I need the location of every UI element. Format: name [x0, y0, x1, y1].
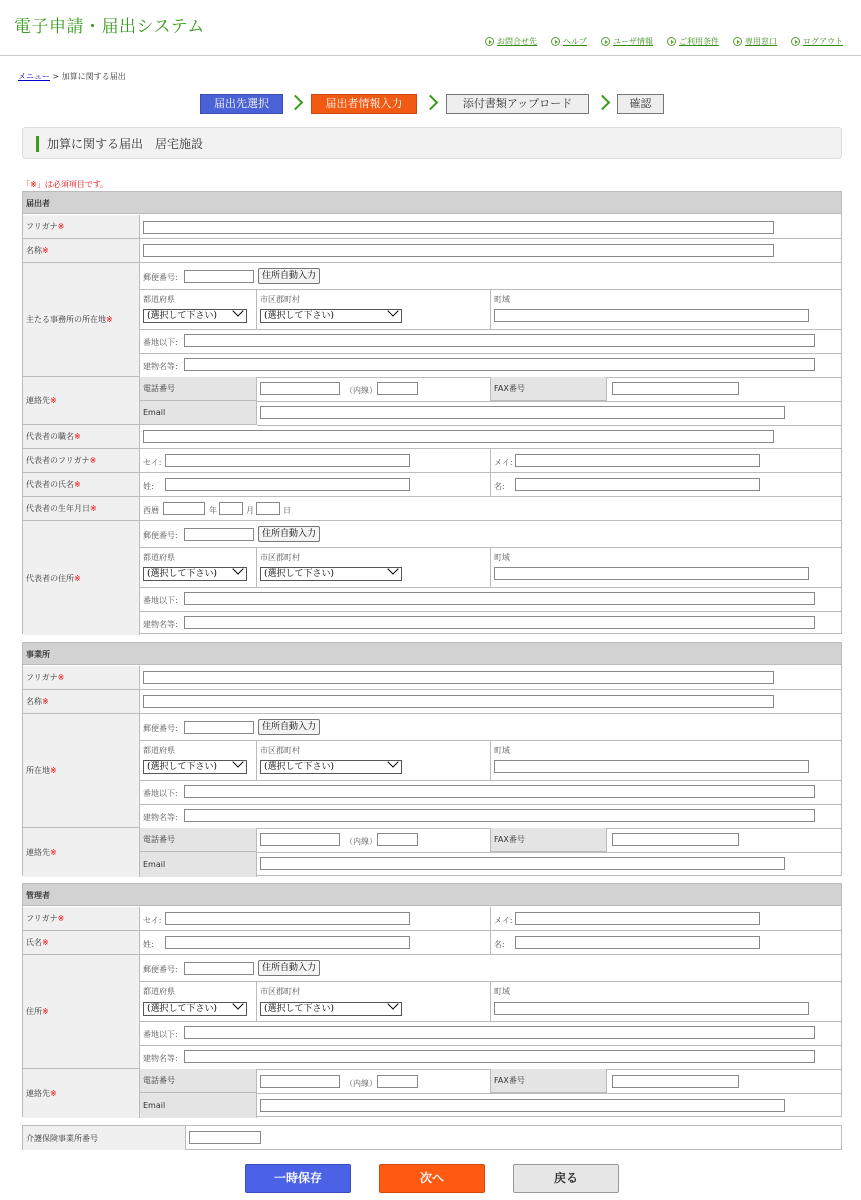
field-label: 主たる事務所の所在地 ※: [23, 263, 140, 377]
link-help[interactable]: ヘルプ: [551, 36, 587, 47]
link-user-info[interactable]: ユーザ情報: [601, 36, 653, 47]
city-select[interactable]: (選択して下さい): [260, 567, 402, 581]
phone-input[interactable]: [260, 1075, 340, 1088]
field-label: 名称 ※: [23, 239, 140, 263]
field-label: 代表者の住所 ※: [23, 521, 140, 635]
zip-input[interactable]: [184, 528, 254, 541]
office-furigana-input[interactable]: [143, 671, 774, 684]
office-name-input[interactable]: [143, 695, 774, 708]
page-title: 加算に関する届出 居宅施設: [47, 137, 204, 151]
arrow-circle-icon: [733, 37, 742, 46]
top-links: [485, 36, 843, 47]
chevron-down-icon: [232, 309, 244, 319]
building-input[interactable]: [184, 809, 815, 822]
chevron-down-icon: [232, 1002, 244, 1012]
prefecture-select[interactable]: (選択して下さい): [143, 309, 247, 323]
field-label: フリガナ ※: [23, 666, 140, 690]
manager-mei-kana-input[interactable]: [515, 912, 760, 925]
town-input[interactable]: [494, 309, 809, 322]
rep-sei-kana-input[interactable]: [165, 454, 410, 467]
section-header: 届出者: [23, 192, 841, 214]
town-input[interactable]: [494, 760, 809, 773]
banchi-input[interactable]: [184, 592, 815, 605]
zip-autofill-button[interactable]: 住所自動入力: [258, 719, 320, 735]
email-input[interactable]: [260, 1099, 785, 1112]
fax-input[interactable]: [612, 1075, 739, 1088]
city-select[interactable]: (選択して下さい): [260, 760, 402, 774]
field-label: 住所 ※: [23, 955, 140, 1069]
field-label: 代表者の職名 ※: [23, 425, 140, 449]
fax-input[interactable]: [612, 833, 739, 846]
manager-mei-input[interactable]: [515, 936, 760, 949]
chevron-down-icon: [387, 1002, 399, 1012]
zip-autofill-button[interactable]: 住所自動入力: [258, 526, 320, 542]
manager-sei-kana-input[interactable]: [165, 912, 410, 925]
zip-autofill-button[interactable]: 住所自動入力: [258, 268, 320, 284]
rep-sei-input[interactable]: [165, 478, 410, 491]
step-confirm: 確認: [617, 94, 664, 114]
chevron-down-icon: [387, 760, 399, 770]
app-logo: 電子申請・届出システム: [14, 17, 205, 37]
breadcrumb-menu-link[interactable]: メニュー: [18, 72, 50, 81]
email-input[interactable]: [260, 406, 785, 419]
birth-day-input[interactable]: [256, 502, 280, 515]
step-attachments: 添付書類アップロード: [446, 94, 589, 114]
link-contact[interactable]: お問合せ先: [485, 36, 537, 47]
arrow-circle-icon: [485, 37, 494, 46]
town-input[interactable]: [494, 1002, 809, 1015]
chevron-down-icon: [232, 567, 244, 577]
step-destination: 届出先選択: [200, 94, 283, 114]
link-terms[interactable]: ご利用条件: [667, 36, 719, 47]
field-label: 所在地 ※: [23, 714, 140, 828]
applicant-section: 届出者 フリガナ ※ 名称 ※ 主たる事務所の所在地 ※ 郵便番号: 住所自動入力 都道府県 市区郡町村 町域 (選択して下さい) (選択して下さい) 番地以下: 建物名等: 連絡先 ※ 電話番号 Email FAX番号 （内線） 代表者の職名 ※ 代表者のフリガナ ※ セイ: メイ: 代表者の氏名 ※ 姓: 名: 代表者の生年月日 ※ 西暦 年 月 日 代表者の住所 ※ 郵便番号: 住所自動入力 都道府県 市区郡町村 町域 (選択して下さい) (選択して下さい) 番地以下: 建物名等:: [22, 191, 842, 634]
field-label: 介護保険事業所番号: [23, 1126, 186, 1150]
page-title-box: [22, 127, 842, 159]
phone-input[interactable]: [260, 382, 340, 395]
field-label: フリガナ ※: [23, 215, 140, 239]
applicant-name-input[interactable]: [143, 244, 774, 257]
phone-input[interactable]: [260, 833, 340, 846]
save-draft-button[interactable]: 一時保存: [245, 1164, 351, 1193]
link-logout[interactable]: ログアウト: [791, 36, 843, 47]
city-select[interactable]: (選択して下さい): [260, 309, 402, 323]
prefecture-select[interactable]: (選択して下さい): [143, 567, 247, 581]
chevron-down-icon: [387, 309, 399, 319]
building-input[interactable]: [184, 358, 815, 371]
chevron-down-icon: [387, 567, 399, 577]
field-label: 連絡先 ※: [23, 828, 140, 877]
link-window[interactable]: 専用窓口: [733, 36, 777, 47]
zip-input[interactable]: [184, 270, 254, 283]
building-input[interactable]: [184, 616, 815, 629]
section-header: 管理者: [23, 884, 841, 906]
phone-ext-input[interactable]: [377, 833, 418, 846]
manager-section: 管理者 フリガナ ※ セイ: メイ: 氏名 ※ 姓: 名: 住所 ※ 郵便番号: 住所自動入力 都道府県 市区郡町村 町域 (選択して下さい) (選択して下さい) 番地以下: 建物名等: 連絡先 ※ 電話番号 Email FAX番号 （内線）: [22, 883, 842, 1117]
field-label: 連絡先 ※: [23, 377, 140, 425]
required-note: 「※」は必須項目です。: [22, 180, 109, 189]
fax-input[interactable]: [612, 382, 739, 395]
birth-month-input[interactable]: [219, 502, 243, 515]
chevron-right-icon: [597, 96, 607, 110]
arrow-circle-icon: [601, 37, 610, 46]
breadcrumb-current: 加算に関する届出: [61, 72, 126, 81]
rep-mei-input[interactable]: [515, 478, 760, 491]
prefecture-select[interactable]: (選択して下さい): [143, 760, 247, 774]
next-button[interactable]: 次へ: [379, 1164, 485, 1193]
field-label: 名称 ※: [23, 690, 140, 714]
banchi-input[interactable]: [184, 785, 815, 798]
zip-input[interactable]: [184, 962, 254, 975]
header: [0, 0, 861, 56]
field-label: 代表者のフリガナ ※: [23, 449, 140, 473]
building-input[interactable]: [184, 1050, 815, 1063]
applicant-furigana-input[interactable]: [143, 221, 774, 234]
town-input[interactable]: [494, 567, 809, 580]
email-input[interactable]: [260, 857, 785, 870]
progress-steps: [0, 94, 861, 114]
rep-mei-kana-input[interactable]: [515, 454, 760, 467]
zip-autofill-button[interactable]: 住所自動入力: [258, 960, 320, 976]
city-select[interactable]: (選択して下さい): [260, 1002, 402, 1016]
arrow-circle-icon: [791, 37, 800, 46]
office-section: 事業所 フリガナ ※ 名称 ※ 所在地 ※ 郵便番号: 住所自動入力 都道府県 市区郡町村 町域 (選択して下さい) (選択して下さい) 番地以下: 建物名等: 連絡先 ※ 電話番号 Email FAX番号 （内線）: [22, 642, 842, 876]
phone-ext-input[interactable]: [377, 1075, 418, 1088]
field-label: 代表者の氏名 ※: [23, 473, 140, 497]
step-applicant-info: 届出者情報入力: [311, 94, 417, 114]
back-button[interactable]: 戻る: [513, 1164, 619, 1193]
arrow-circle-icon: [667, 37, 676, 46]
field-label: フリガナ ※: [23, 907, 140, 931]
section-header: 事業所: [23, 643, 841, 665]
prefecture-select[interactable]: (選択して下さい): [143, 1002, 247, 1016]
insurance-section: [22, 1125, 842, 1150]
phone-ext-input[interactable]: [377, 382, 418, 395]
field-label: 代表者の生年月日 ※: [23, 497, 140, 521]
rep-title-input[interactable]: [143, 430, 774, 443]
birth-year-input[interactable]: [163, 502, 205, 515]
chevron-right-icon: [290, 96, 300, 110]
chevron-down-icon: [232, 760, 244, 770]
field-label: 氏名 ※: [23, 931, 140, 955]
chevron-right-icon: [425, 96, 435, 110]
insurance-number-input[interactable]: [189, 1131, 261, 1144]
field-label: 連絡先 ※: [23, 1069, 140, 1118]
arrow-circle-icon: [551, 37, 560, 46]
zip-input[interactable]: [184, 721, 254, 734]
banchi-input[interactable]: [184, 1026, 815, 1039]
manager-sei-input[interactable]: [165, 936, 410, 949]
breadcrumb: メニュー > 加算に関する届出: [18, 72, 126, 81]
banchi-input[interactable]: [184, 334, 815, 347]
